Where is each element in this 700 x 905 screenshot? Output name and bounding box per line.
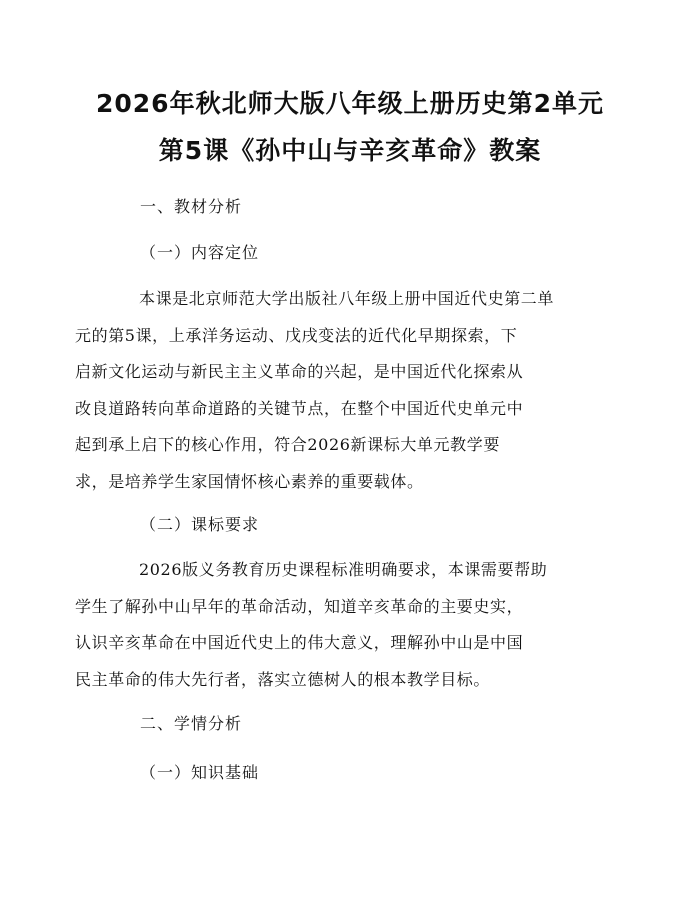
- paragraph-line: 本课是北京师范大学出版社八年级上册中国近代史第二单: [139, 289, 555, 308]
- section-heading-learner-analysis: 二、学情分析: [140, 714, 243, 733]
- subsection-heading-knowledge-foundation: （一）知识基础: [140, 763, 260, 782]
- paragraph-line: 元的第5课，上承洋务运动、戊戌变法的近代化早期探索，下: [75, 325, 518, 345]
- paragraph-line: 学生了解孙中山早年的革命活动，知道辛亥革命的主要史实，: [75, 596, 524, 616]
- subsection-heading-content-positioning: （一）内容定位: [140, 243, 260, 262]
- section-heading-textbook-analysis: 一、教材分析: [140, 197, 243, 216]
- paragraph-line: 改良道路转向革命道路的关键节点，在整个中国近代史单元中: [75, 398, 524, 418]
- paragraph-line: 民主革命的伟大先行者，落实立德树人的根本教学目标。: [75, 669, 491, 689]
- paragraph-line: 起到承上启下的核心作用，符合2026新课标大单元教学要: [75, 435, 500, 454]
- paragraph-line: 启新文化运动与新民主主义革命的兴起，是中国近代化探索从: [75, 362, 524, 381]
- paragraph-curriculum-requirements: [75, 552, 609, 698]
- paragraph-line: 求，是培养学生家国情怀核心素养的重要载体。: [75, 471, 424, 491]
- document-title-line-2: 第5课《孙中山与辛亥革命》教案: [158, 136, 542, 165]
- subsection-heading-curriculum-requirements: （二）课标要求: [140, 515, 260, 534]
- paragraph-content-positioning: [75, 281, 609, 500]
- paragraph-line: 2026版义务教育历史课程标准明确要求，本课需要帮助: [139, 560, 548, 579]
- paragraph-line: 认识辛亥革命在中国近代史上的伟大意义，理解孙中山是中国: [75, 633, 524, 652]
- document-title-line-1: 2026年秋北师大版八年级上册历史第2单元: [96, 89, 604, 118]
